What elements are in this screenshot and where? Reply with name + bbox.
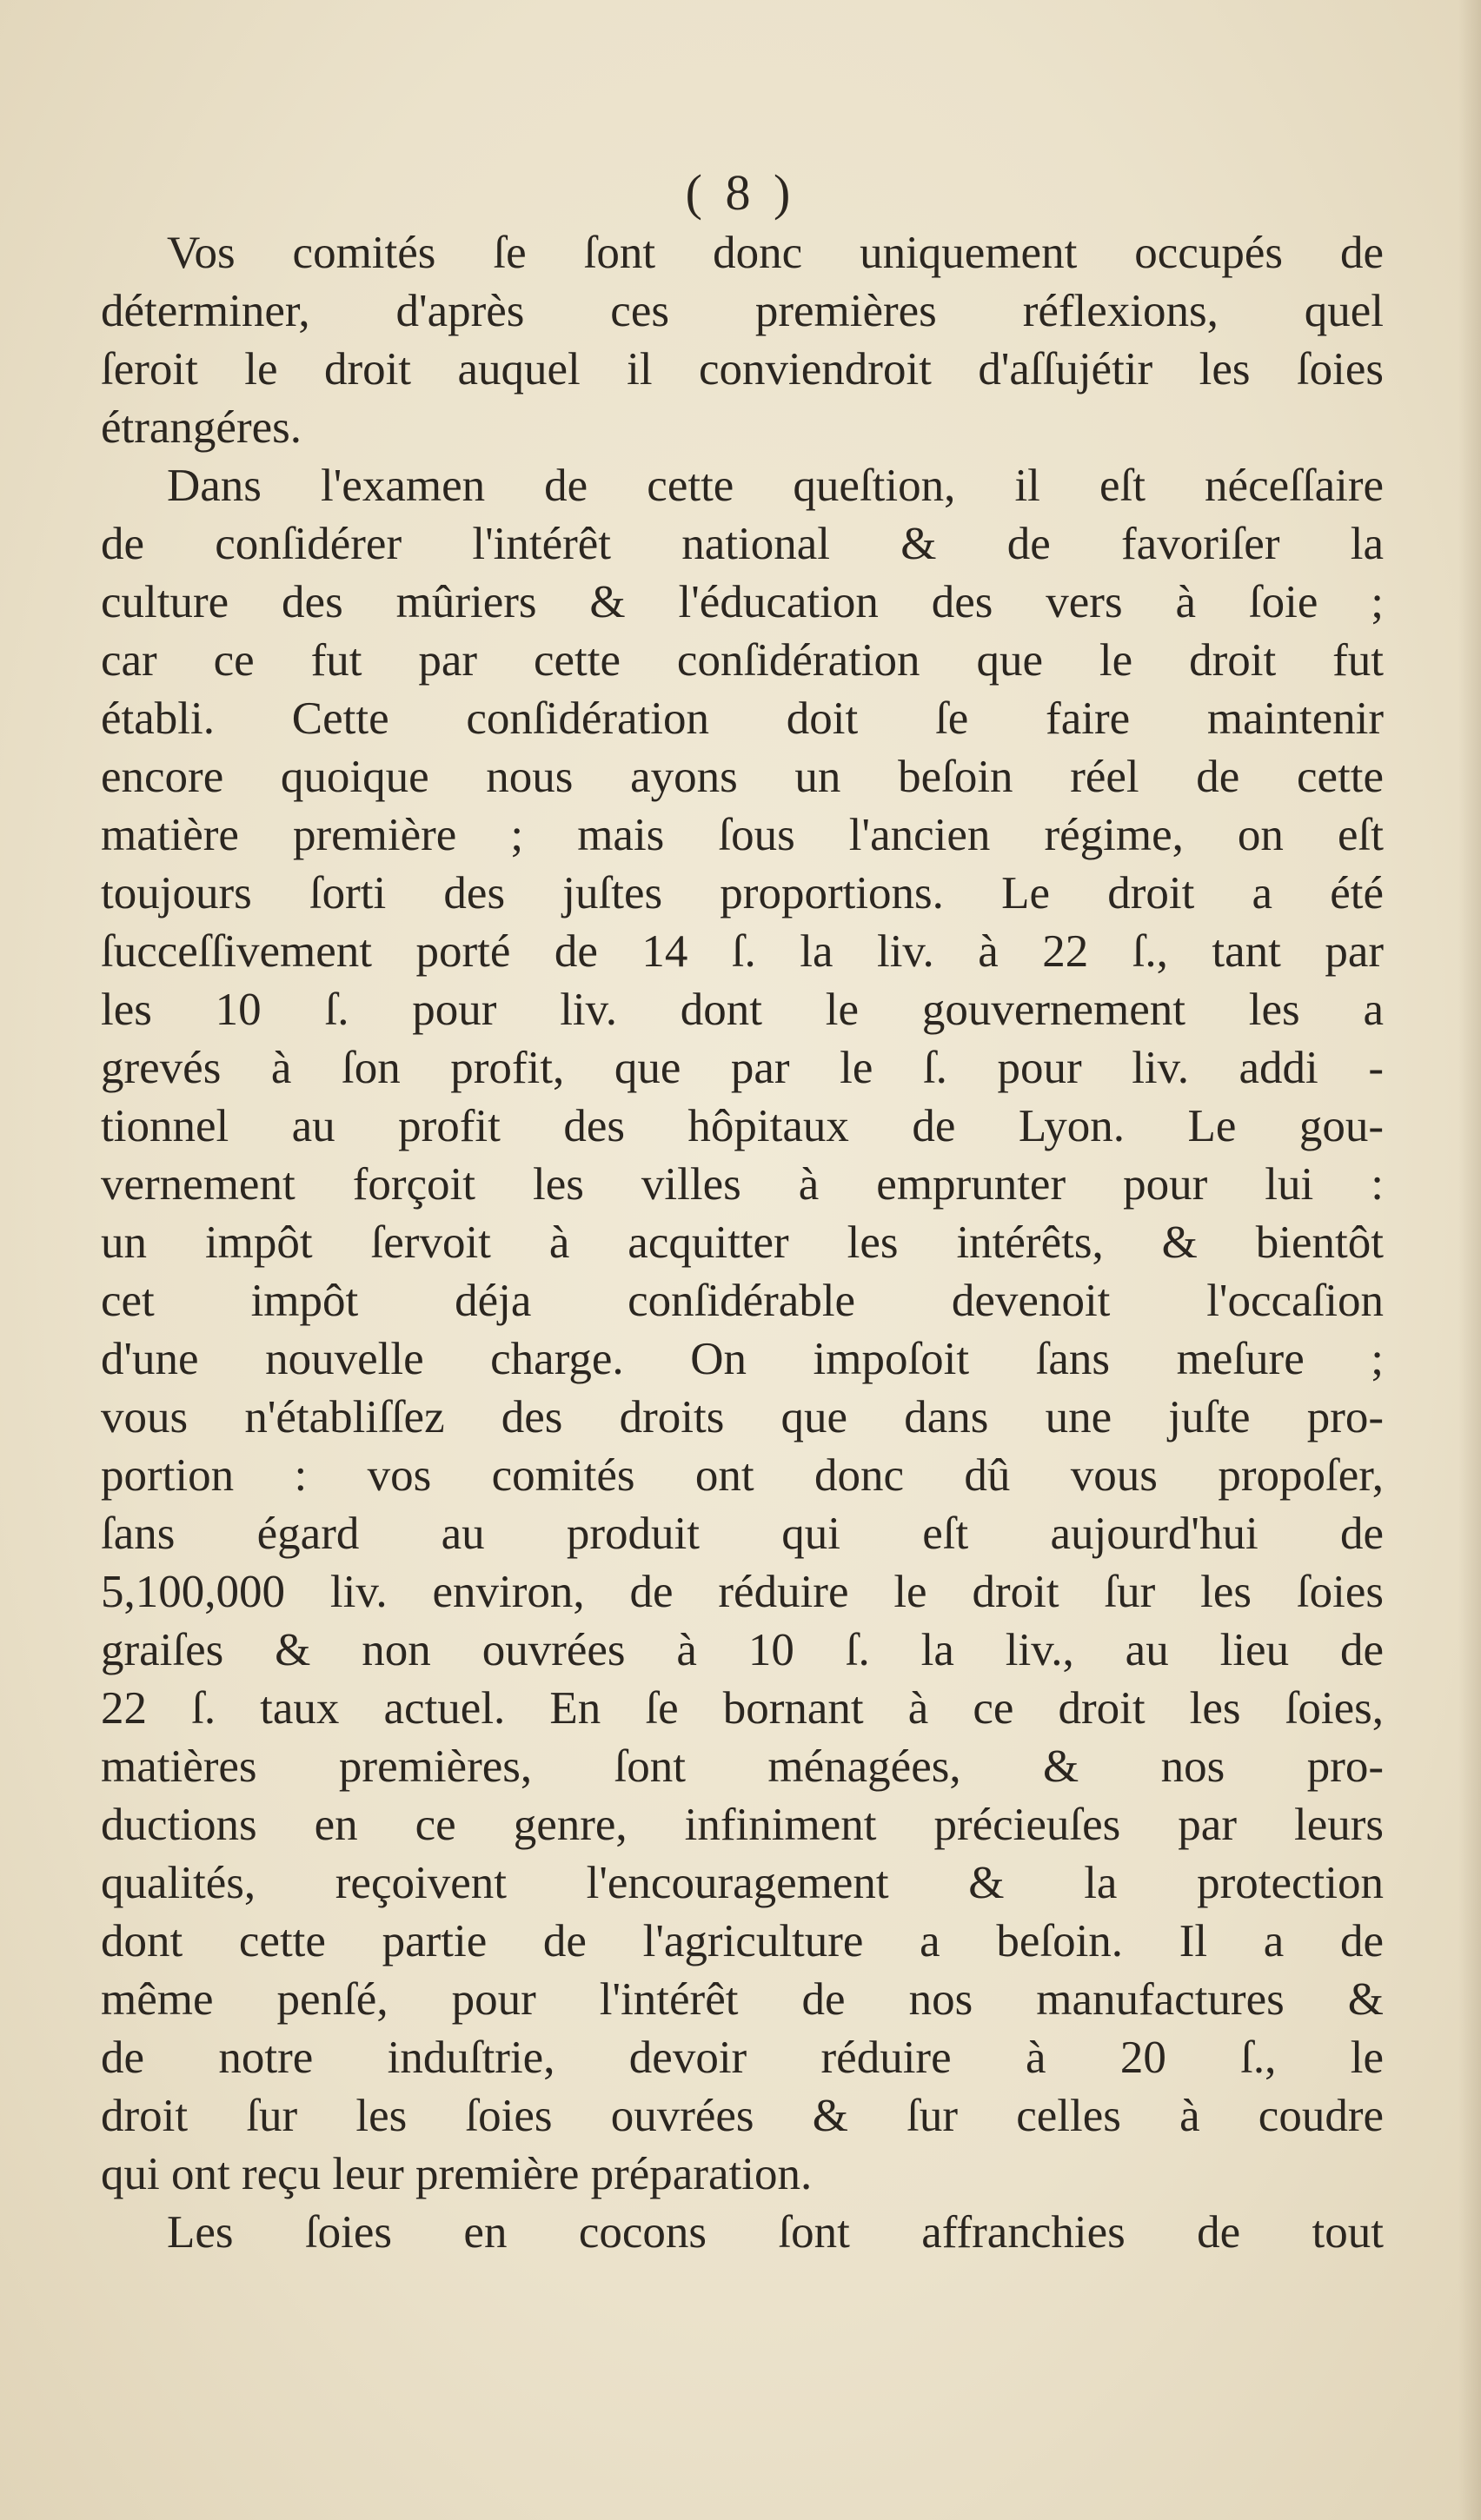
text-line: qualités, reçoivent l'encouragement & la protection <box>101 1858 1384 1908</box>
text-line: dont cette partie de l'agriculture a beſoin. Il a de <box>101 1916 1384 1966</box>
text-line: Dans l'examen de cette queſtion, il eſt néceſſaire <box>167 461 1384 511</box>
text-line: droit ſur les ſoies ouvrées & ſur celles à coudre <box>101 2091 1384 2141</box>
text-line: déterminer, d'après ces premières réflexions, quel <box>101 286 1384 336</box>
text-line: encore quoique nous ayons un beſoin réel de cette <box>101 752 1384 802</box>
text-line: Vos comités ſe ſont donc uniquement occupés de <box>167 228 1384 278</box>
text-line: car ce fut par cette conſidération que le droit fut <box>101 635 1384 686</box>
text-line: vous n'établiſſez des droits que dans une juſte pro- <box>101 1392 1384 1442</box>
text-line: ſeroit le droit auquel il conviendroit d'aſſujétir les ſoies <box>101 344 1384 395</box>
page-number: ( 8 ) <box>685 164 796 221</box>
text-line: les 10 ſ. pour liv. dont le gouvernement les a <box>101 985 1384 1035</box>
text-line: toujours ſorti des juſtes proportions. Le droit a été <box>101 868 1384 918</box>
text-line: 22 ſ. taux actuel. En ſe bornant à ce droit les ſoies, <box>101 1683 1384 1734</box>
text-line: matières premières, ſont ménagées, & nos pro- <box>101 1741 1384 1792</box>
text-line: portion : vos comités ont donc dû vous propoſer, <box>101 1450 1384 1501</box>
text-line: ſucceſſivement porté de 14 ſ. la liv. à 22 ſ., tant par <box>101 926 1384 977</box>
text-line: vernement forçoit les villes à emprunter pour lui : <box>101 1159 1384 1210</box>
text-line: culture des mûriers & l'éducation des vers à ſoie ; <box>101 577 1384 627</box>
text-line: matière première ; mais ſous l'ancien régime, on eſt <box>101 810 1384 860</box>
text-line: ſans égard au produit qui eſt aujourd'hui de <box>101 1509 1384 1559</box>
text-line: grevés à ſon profit, que par le ſ. pour liv. addi - <box>101 1043 1384 1093</box>
text-line: qui ont reçu leur première préparation. <box>101 2149 813 2199</box>
text-line: 5,100,000 liv. environ, de réduire le droit ſur les ſoies <box>101 1567 1384 1617</box>
text-line: Les ſoies en cocons ſont affranchies de tout <box>167 2207 1384 2258</box>
text-line: un impôt ſervoit à acquitter les intérêts, & bientôt <box>101 1217 1384 1268</box>
text-line: cet impôt déja conſidérable devenoit l'occaſion <box>101 1276 1384 1326</box>
text-line: graiſes & non ouvrées à 10 ſ. la liv., au lieu de <box>101 1625 1384 1675</box>
text-line: de notre induſtrie, devoir réduire à 20 ſ., le <box>101 2033 1384 2083</box>
text-line: de conſidérer l'intérêt national & de favoriſer la <box>101 519 1384 569</box>
text-line: étrangéres. <box>101 402 302 453</box>
text-line: établi. Cette conſidération doit ſe faire maintenir <box>101 693 1384 744</box>
text-line: tionnel au profit des hôpitaux de Lyon. Le gou- <box>101 1101 1384 1151</box>
text-line: d'une nouvelle charge. On impoſoit ſans meſure ; <box>101 1334 1384 1384</box>
text-line: même penſé, pour l'intérêt de nos manufactures & <box>101 1974 1384 2025</box>
body-text <box>101 224 1384 2262</box>
text-line: ductions en ce genre, infiniment précieuſes par leurs <box>101 1800 1384 1850</box>
